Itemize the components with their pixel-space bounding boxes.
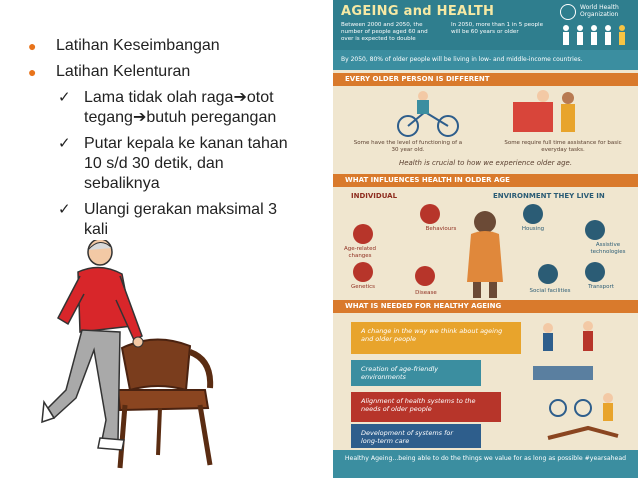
checkmark-icon: ✓ (58, 135, 71, 152)
behaviours-icon (420, 204, 440, 224)
bullet-dot-icon: ● (28, 64, 37, 80)
ageing-health-infographic (333, 0, 638, 478)
older-woman-assisted-icon (513, 90, 575, 132)
section-header-different: EVERY OLDER PERSON IS DIFFERENT (333, 73, 638, 86)
people-icon (560, 24, 630, 46)
sub-text-part: otot tegang (84, 89, 274, 126)
bullet-text-balance: Latihan Keseimbangan (56, 37, 220, 54)
individual-heading: INDIVIDUAL (351, 192, 398, 200)
elderly-woman-icon (467, 211, 503, 298)
label-social: Social facilities (529, 288, 571, 294)
bullet-item (28, 36, 328, 56)
stat-one-in-five: In 2050, more than 1 in 5 people will be 60 years or older (451, 22, 544, 35)
sub-bullet-item (28, 200, 328, 240)
label-assistive: Assistive technologies (590, 242, 626, 255)
sub-bullet-text (84, 88, 294, 128)
social-facilities-icon (538, 264, 558, 284)
need-age-friendly: Creation of age-friendly environments (351, 360, 481, 386)
who-label: World Health Organization (580, 4, 619, 18)
label-behaviours: Behaviours (425, 226, 457, 232)
assistive-tech-icon (585, 220, 605, 240)
stat-double: Between 2000 and 2050, the number of people aged 60 and over is expected to double (341, 22, 428, 42)
who-logo-icon (560, 4, 576, 20)
need-change-thinking: A change in the way we think about ageing and older people (351, 322, 521, 354)
infographic-title: AGEING and HEALTH (341, 4, 495, 19)
label-disease: Disease (415, 290, 437, 296)
section-header-influences: WHAT INFLUENCES HEALTH IN OLDER AGE (333, 174, 638, 187)
bicycle-icon (398, 91, 458, 136)
section-header-needed: WHAT IS NEEDED FOR HEALTHY AGEING (333, 300, 638, 313)
label-housing: Housing (521, 226, 545, 232)
need-long-term-care: Development of systems for long-term care (351, 424, 481, 448)
man-stretching-chair-illustration (40, 240, 230, 470)
chair-icon (118, 339, 210, 468)
bullet-list (28, 36, 328, 246)
bullet-text-flexibility: Latihan Kelenturan (56, 63, 191, 80)
caption-functioning: Some have the level of functioning of a 30 year old. (353, 140, 463, 153)
environment-heading: ENVIRONMENT THEY LIVE IN (493, 192, 605, 200)
stat-low-income-band: By 2050, 80% of older people will be living in low- and middle-income countries. (333, 50, 638, 70)
genetics-icon (353, 262, 373, 282)
age-changes-icon (353, 224, 373, 244)
sub-bullet-text: Ulangi gerakan maksimal 3 kali (84, 201, 277, 238)
sub-text-part: butuh peregangan (146, 109, 277, 126)
housing-icon (523, 204, 543, 224)
bullet-item (28, 62, 328, 82)
label-transport: Transport (588, 284, 614, 290)
bullet-dot-icon: ● (28, 38, 37, 54)
label-genetics: Genetics (350, 284, 376, 290)
older-people-illustrations (353, 88, 618, 138)
arrow-right-icon: ➔ (233, 89, 247, 106)
infographic-header (333, 0, 638, 50)
transport-icon (585, 262, 605, 282)
tagline-health-crucial: Health is crucial to how we experience older age. (398, 159, 573, 167)
sub-text-part: Lama tidak olah raga (84, 89, 234, 106)
label-age-changes: Age-related changes (343, 246, 377, 259)
checkmark-icon: ✓ (58, 201, 71, 218)
disease-icon (415, 266, 435, 286)
need-health-systems: Alignment of health systems to the needs of older people (351, 392, 501, 422)
infographic-footer: Healthy Ageing...being able to do the things we value for as long as possible #yearsahead (333, 450, 638, 478)
sub-bullet-item (28, 88, 328, 128)
sub-bullet-text: Putar kepala ke kanan tahan 10 s/d 30 detik, dan sebaliknya (84, 135, 288, 192)
caption-assistance: Some require full time assistance for basic everyday tasks. (504, 140, 622, 153)
arrow-right-icon: ➔ (132, 109, 147, 126)
healthy-ageing-scenes (528, 318, 633, 448)
checkmark-icon: ✓ (58, 89, 71, 106)
sub-bullet-item (28, 134, 328, 194)
